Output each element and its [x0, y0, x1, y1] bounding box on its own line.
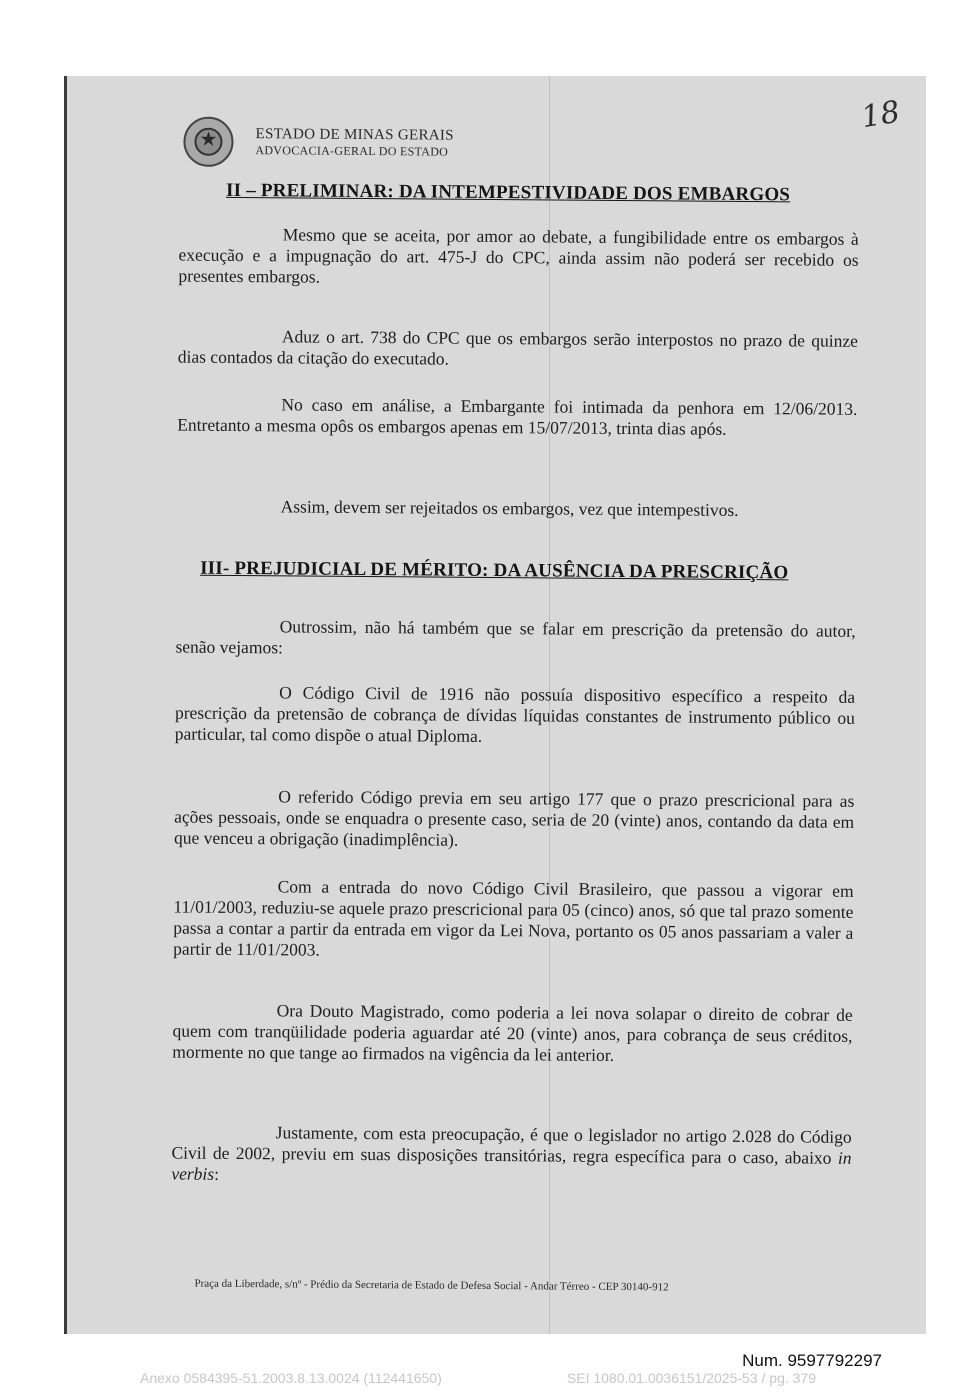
paragraph: Aduz o art. 738 do CPC que os embargos serão interpostos no prazo de quinze dias contados da citação do executado.	[177, 326, 859, 369]
section-heading-preliminar: II – PRELIMINAR: DA INTEMPESTIVIDADE DOS EMBARGOS	[226, 179, 791, 206]
page-content	[64, 76, 926, 1334]
scanned-page	[64, 76, 926, 1334]
footer-address: Praça da Liberdade, s/nº - Prédio da Secretaria de Estado de Defesa Social - Andar Térreo - CEP 30140-912	[194, 1277, 669, 1294]
sei-stamp	[140, 1370, 816, 1386]
letterhead-text	[255, 126, 454, 160]
document-number: Num. 9597792297	[742, 1351, 882, 1370]
org-name: ESTADO DE MINAS GERAIS	[255, 126, 454, 144]
paragraph: O Código Civil de 1916 não possuía dispositivo específico a respeito da prescrição da pretensão de cobrança de dívidas líquidas constantes de instrumento público ou particular, tal como dispõe o atual Diploma.	[174, 682, 856, 746]
anexo-reference: Anexo 0584395-51.2003.8.13.0024 (112441650)	[140, 1370, 442, 1386]
paragraph: Assim, devem ser rejeitados os embargos, vez que intempestivos.	[280, 496, 739, 520]
letterhead	[183, 116, 454, 170]
state-coat-of-arms-icon	[183, 117, 233, 167]
org-department: ADVOCACIA-GERAL DO ESTADO	[255, 143, 449, 159]
section-heading-prejudicial: III- PREJUDICIAL DE MÉRITO: DA AUSÊNCIA DA PRESCRIÇÃO	[200, 557, 789, 584]
paragraph: Ora Douto Magistrado, como poderia a lei nova solapar o direito de cobrar de quem com tranqüilidade poderia aguardar até 20 (vinte) anos, para cobrança de seus créditos, mormente no que tange ao firmados na vigência da lei anterior.	[172, 1000, 853, 1065]
paragraph: Justamente, com esta preocupação, é que o legislador no artigo 2.028 do Código Civil de 2002, previu em suas disposições transitórias, regra específica para o caso, abaixo in verbis:	[171, 1122, 852, 1184]
paragraph: Outrossim, não há também que se falar em prescrição da pretensão do autor, senão vejamos:	[175, 616, 856, 658]
paragraph: No caso em análise, a Embargante foi intimada da penhora em 12/06/2013. Entretanto a mesma opôs os embargos apenas em 15/07/2013, trinta dias após.	[177, 394, 858, 439]
paragraph: O referido Código previa em seu artigo 177 que o prazo prescricional para as ações pessoais, onde se enquadra o presente caso, seria de 20 (vinte) anos, contando da data em que venceu a obrigação (inadimplência).	[173, 786, 855, 850]
handwritten-page-number: 18	[858, 94, 903, 136]
italic-term: in verbis	[171, 1147, 852, 1184]
paragraph: Mesmo que se aceita, por amor ao debate, a fungibilidade entre os embargos à execução e a impugnação do art. 475-J do CPC, ainda assim não poderá ser recebido os presentes embargos.	[178, 224, 859, 287]
paragraph: Com a entrada do novo Código Civil Brasileiro, que passou a vigorar em 11/01/2003, reduziu-se aquele prazo prescricional para 05 (cinco) anos, só que tal prazo somente passa a contar a partir da entrada em vigor da Lei Nova, portanto os 05 anos passariam a valer a partir de 11/01/2003.	[173, 876, 854, 960]
sei-reference: SEI 1080.01.0036151/2025-53 / pg. 379	[566, 1370, 816, 1386]
